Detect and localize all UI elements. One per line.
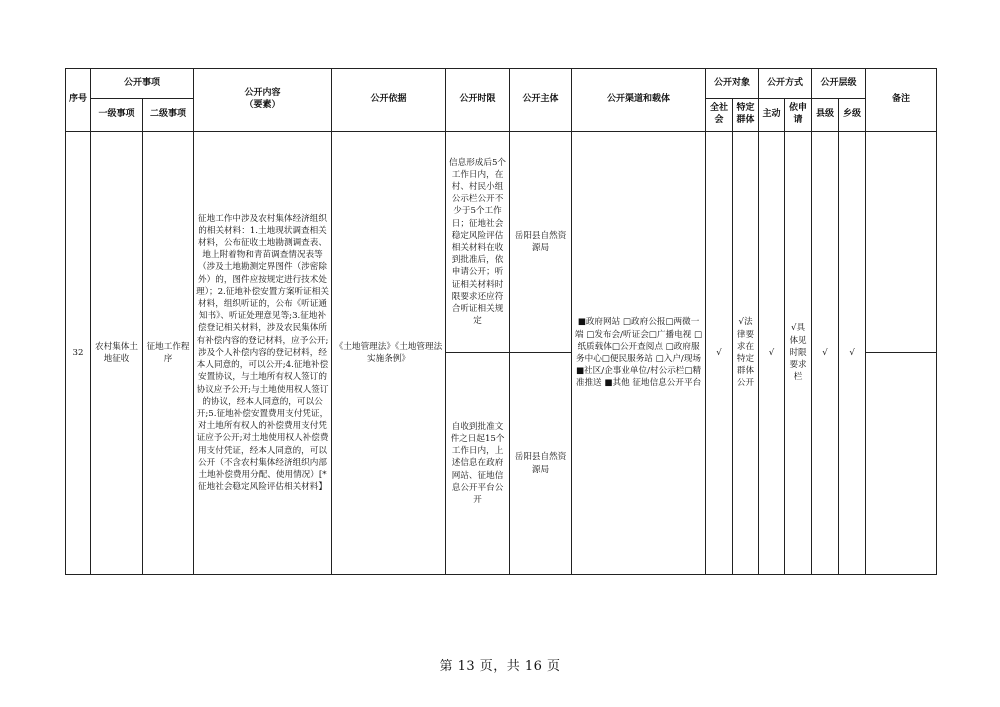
row-channel: ■政府网站 □政府公报□两微一端 □发布会/听证会□广播电视 □纸质载体□公开查阅点 □政府服务中心□便民服务站 □入户/现场■社区/企事业单位/村公示栏□精准推送 ■其他 征地信息公开平台 [572, 132, 706, 575]
header-channel: 公开渠道和载体 [572, 69, 706, 132]
row-remark-2 [866, 353, 937, 575]
row-method-active: √ [759, 132, 785, 575]
row-level1: 农村集体土地征收 [91, 132, 143, 575]
header-method-active: 主动 [759, 99, 785, 132]
header-level1: 一级事项 [91, 99, 143, 132]
row-remark-1 [866, 132, 937, 353]
header-time-limit: 公开时限 [446, 69, 510, 132]
row-subject-2: 岳阳县自然资源局 [510, 353, 572, 575]
disclosure-table [65, 68, 937, 575]
header-subject: 公开主体 [510, 69, 572, 132]
header-item-group: 公开事项 [91, 69, 194, 99]
header-target-specific: 特定群体 [733, 99, 759, 132]
header-level2: 二级事项 [143, 99, 194, 132]
row-level2: 征地工作程序 [143, 132, 194, 575]
header-basis: 公开依据 [332, 69, 446, 132]
header-remark: 备注 [866, 69, 937, 132]
header-content-title: 公开内容 [244, 88, 281, 99]
row-time-limit-2: 自收到批准文件之日起15个工作日内，上述信息在政府网站、征地信息公开平台公开 [446, 353, 510, 575]
row-content: 征地工作中涉及农村集体经济组织的相关材料：1.土地现状调查相关材料，公布征收土地勘测调查表、地上附着物和青苗调查情况表等（涉及土地勘测定界图件（涉密除外）的，图件应按规定进行技术处理）；2.征地补偿安置方案听证相关材料，组织听证的，公布《听证通知书》、听证处理意见等;3.征地补偿登记相关材料，涉及农民集体所有补偿内容的登记材料，应予公开;涉及个人补偿内容的登记材料，经本人同意的，可以公开;4.征地补偿安置协议，与土地所有权人签订的协议应予公开;与土地使用权人签订的协议，经本人同意的，可以公开;5.征地补偿安置费用支付凭证，对土地所有权人的补偿费用支付凭证应予公开;对土地使用权人补偿费用支付凭证，经本人同意的，可以公开（不含农村集体经济组织内部土地补偿费用分配、使用情况）[*征地社会稳定风险评估相关材料】 [194, 132, 332, 575]
row-target-all: √ [706, 132, 733, 575]
header-seq: 序号 [66, 69, 91, 132]
header-method-apply: 依申请 [785, 99, 812, 132]
row-subject-1: 岳阳县自然资源局 [510, 132, 572, 353]
header-target-group: 公开对象 [706, 69, 759, 99]
row-time-limit-1: 信息形成后5个工作日内，在村、村民小组公示栏公开不少于5个工作日；征地社会稳定风险评估相关材料在收到批准后，依申请公开；听证相关材料时限要求还应符合听证相关规定 [446, 132, 510, 353]
page-footer: 第 13 页，共 16 页 [439, 659, 561, 674]
header-method-group: 公开方式 [759, 69, 812, 99]
row-basis: 《土地管理法》《土地管理法实施条例》 [332, 132, 446, 575]
header-target-all: 全社会 [706, 99, 733, 132]
header-level-county: 县级 [812, 99, 839, 132]
row-seq: 32 [66, 132, 91, 575]
header-level-group: 公开层级 [812, 69, 866, 99]
header-content [194, 69, 332, 132]
row-level-county: √ [812, 132, 839, 575]
row-method-apply: √具体见时限要求栏 [785, 132, 812, 575]
row-level-town: √ [839, 132, 866, 575]
header-level-town: 乡级 [839, 99, 866, 132]
row-target-specific: √法律要求在特定群体公开 [733, 132, 759, 575]
header-content-sub: （要素） [244, 100, 281, 110]
